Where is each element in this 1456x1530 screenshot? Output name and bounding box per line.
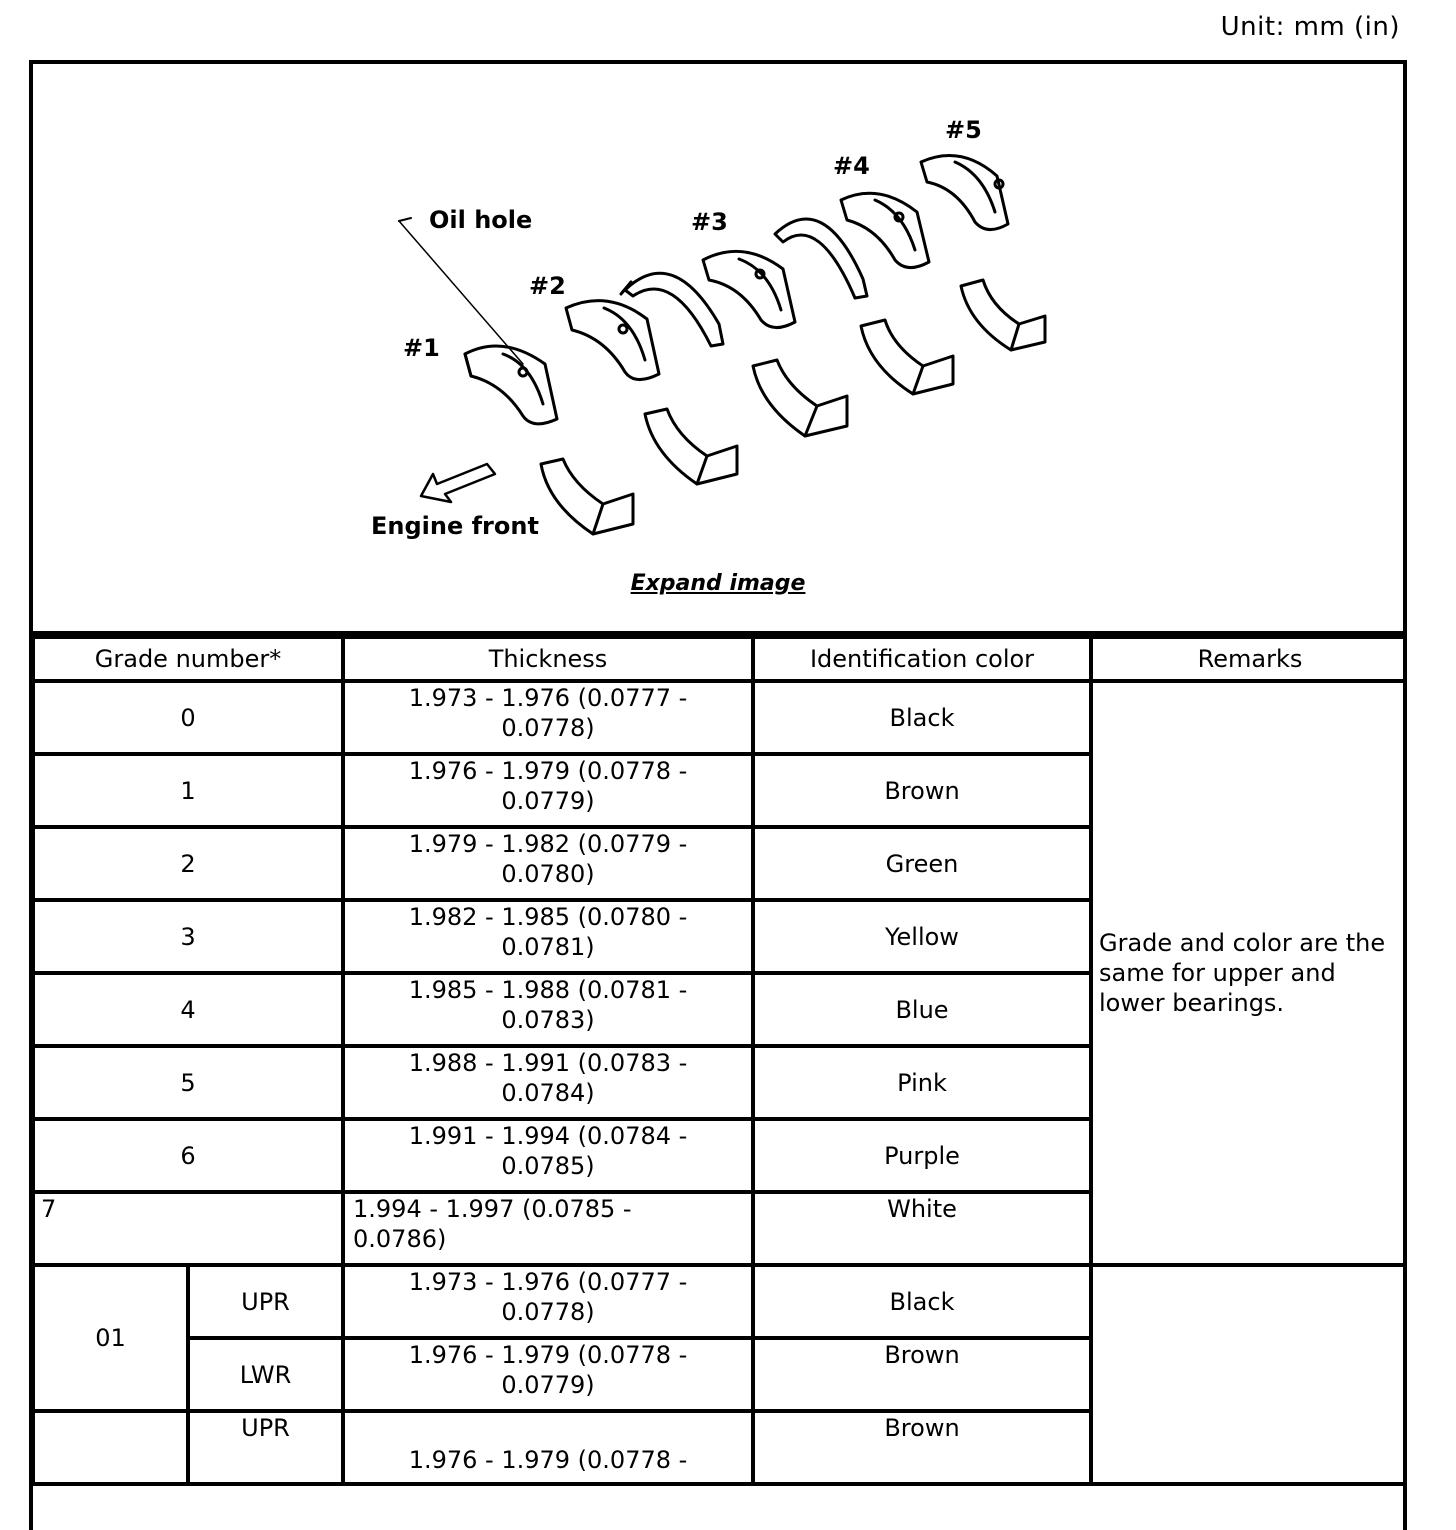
thickness-cell: 1.985 - 1.988 (0.0781 - 0.0783) xyxy=(343,973,753,1046)
lower-bearing-1 xyxy=(541,459,633,534)
grade-cell: 4 xyxy=(33,973,343,1046)
upper-bearing-2 xyxy=(566,301,659,380)
color-cell: Yellow xyxy=(753,900,1091,973)
unit-label: Unit: mm (in) xyxy=(1220,12,1400,42)
color-cell: Brown xyxy=(753,1411,1091,1484)
upper-bearing-3 xyxy=(703,251,795,327)
color-cell: White xyxy=(753,1192,1091,1265)
color-cell: Black xyxy=(753,681,1091,754)
grade-cell: 01 xyxy=(33,1265,188,1411)
color-cell: Pink xyxy=(753,1046,1091,1119)
bearing-grade-table xyxy=(31,635,1407,1486)
table-row xyxy=(33,681,1407,754)
upper-thrust-4 xyxy=(775,219,867,298)
remarks-cell-empty xyxy=(1091,1265,1407,1484)
thickness-cell: 1.976 - 1.979 (0.0778 - 0.0779) xyxy=(343,1338,753,1411)
table-row xyxy=(33,1265,1407,1338)
expand-image-link[interactable]: Expand image xyxy=(630,571,806,596)
grade-cell: 7 xyxy=(33,1192,343,1265)
grade-cell: 0 xyxy=(33,681,343,754)
grade-cell: 3 xyxy=(33,900,343,973)
grade-cell: 2 xyxy=(33,827,343,900)
thickness-cell: 1.979 - 1.982 (0.0779 - 0.0780) xyxy=(343,827,753,900)
lower-bearing-5 xyxy=(961,280,1045,350)
thickness-cell: 1.976 - 1.979 (0.0778 - 0.0779) xyxy=(343,754,753,827)
color-cell: Blue xyxy=(753,973,1091,1046)
thickness-cell: 1.973 - 1.976 (0.0777 - 0.0778) xyxy=(343,681,753,754)
bearing-figure xyxy=(33,64,1403,635)
color-cell: Black xyxy=(753,1265,1091,1338)
lower-bearing-4 xyxy=(861,320,953,394)
bearing-number-4: #4 xyxy=(833,152,870,180)
bearing-number-1: #1 xyxy=(403,334,440,362)
header-grade: Grade number* xyxy=(33,637,343,681)
color-cell: Purple xyxy=(753,1119,1091,1192)
position-cell: LWR xyxy=(188,1338,343,1411)
thickness-cell: 1.982 - 1.985 (0.0780 - 0.0781) xyxy=(343,900,753,973)
lower-bearing-3 xyxy=(753,360,847,436)
header-remarks: Remarks xyxy=(1091,637,1407,681)
upper-bearing-1 xyxy=(465,346,557,424)
thickness-cell: 1.988 - 1.991 (0.0783 - 0.0784) xyxy=(343,1046,753,1119)
thickness-cell: 1.994 - 1.997 (0.0785 - 0.0786) xyxy=(343,1192,753,1265)
engine-front-label: Engine front xyxy=(371,512,539,540)
color-cell: Brown xyxy=(753,754,1091,827)
color-cell: Brown xyxy=(753,1338,1091,1411)
engine-front-arrow xyxy=(421,464,495,502)
upper-bearing-4 xyxy=(841,193,929,267)
position-cell: UPR xyxy=(188,1265,343,1338)
grade-cell: 1 xyxy=(33,754,343,827)
color-cell: Green xyxy=(753,827,1091,900)
bearing-number-5: #5 xyxy=(945,116,982,144)
remarks-cell: Grade and color are the same for upper and lower bearings. xyxy=(1091,681,1407,1265)
bearing-illustration xyxy=(33,64,1405,635)
grade-cell-empty xyxy=(33,1411,188,1484)
position-cell: UPR xyxy=(188,1411,343,1484)
lower-bearing-2 xyxy=(645,409,737,484)
spec-frame xyxy=(29,60,1407,1530)
header-color: Identification color xyxy=(753,637,1091,681)
header-thickness: Thickness xyxy=(343,637,753,681)
thickness-cell: 1.976 - 1.979 (0.0778 - xyxy=(343,1411,753,1484)
thickness-cell: 1.991 - 1.994 (0.0784 - 0.0785) xyxy=(343,1119,753,1192)
grade-cell: 5 xyxy=(33,1046,343,1119)
table-header-row xyxy=(33,637,1407,681)
thickness-cell: 1.973 - 1.976 (0.0777 - 0.0778) xyxy=(343,1265,753,1338)
upper-bearing-5 xyxy=(921,156,1008,230)
grade-cell: 6 xyxy=(33,1119,343,1192)
bearing-number-3: #3 xyxy=(691,208,728,236)
oil-hole-label: Oil hole xyxy=(429,206,533,234)
bearing-number-2: #2 xyxy=(529,272,566,300)
